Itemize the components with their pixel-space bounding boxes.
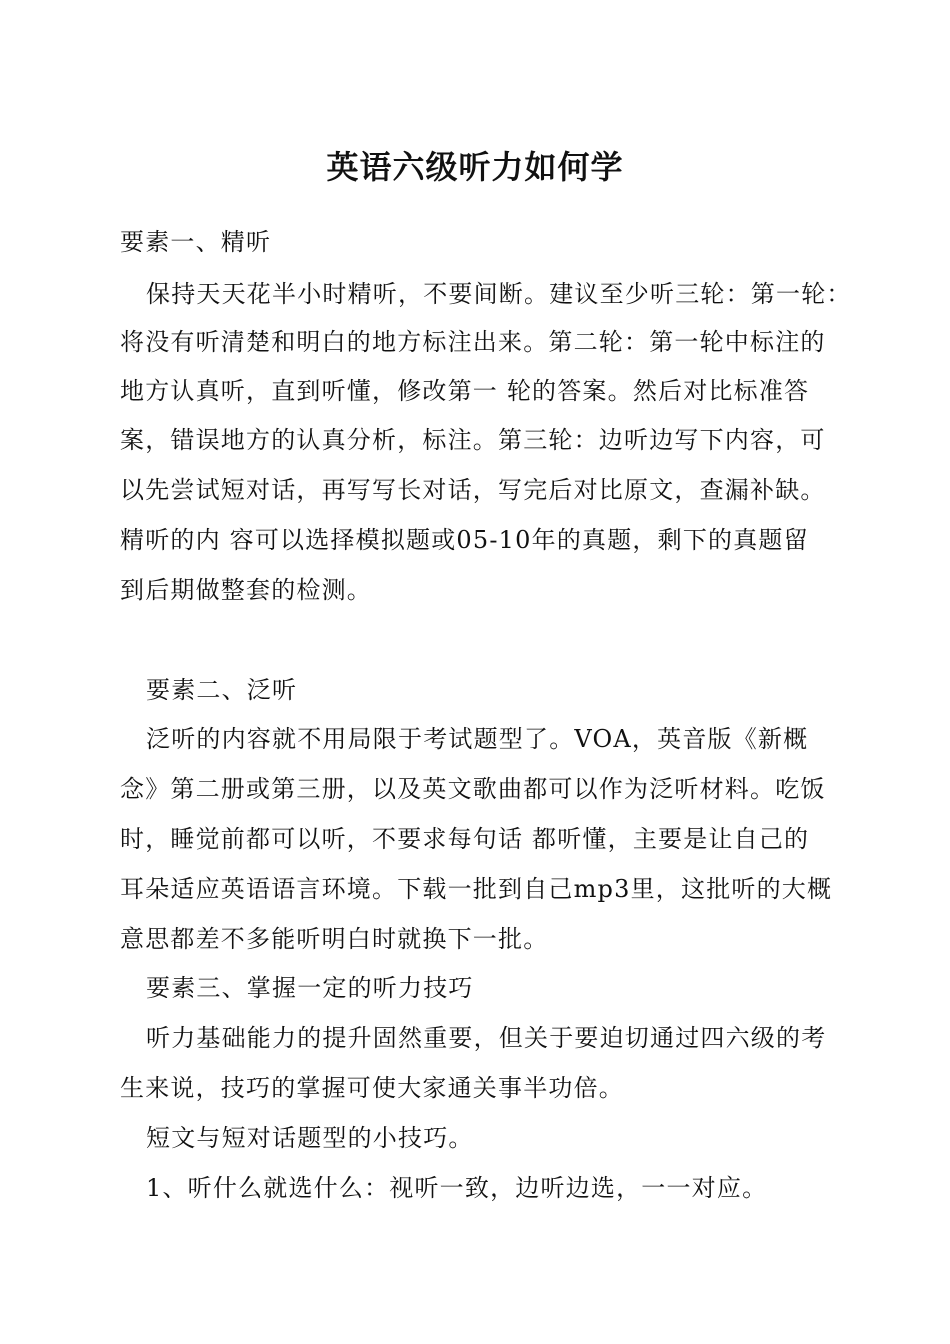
paragraph-line: 以先尝试短对话，再写写长对话，写完后对比原文，查漏补缺。 <box>120 476 826 504</box>
paragraph-line: 将没有听清楚和明白的地方标注出来。第二轮：第一轮中标注的 <box>120 328 826 356</box>
paragraph-line: 念》第二册或第三册，以及英文歌曲都可以作为泛听材料。吃饭 <box>120 775 826 803</box>
list-item: 1、听什么就选什么：视听一致，边听边选，一一对应。 <box>146 1174 768 1202</box>
paragraph-line: 短文与短对话题型的小技巧。 <box>146 1124 474 1152</box>
paragraph-line: 听力基础能力的提升固然重要，但关于要迫切通过四六级的考 <box>146 1024 827 1052</box>
paragraph-line: 到后期做整套的检测。 <box>120 576 372 604</box>
paragraph-line: 保持天天花半小时精听，不要间断。建议至少听三轮：第一轮： <box>146 280 852 308</box>
paragraph-line: 地方认真听，直到听懂，修改第一 轮的答案。然后对比标准答 <box>120 377 810 405</box>
paragraph-line: 案，错误地方的认真分析，标注。第三轮：边听边写下内容，可 <box>120 426 826 454</box>
paragraph-line: 生来说，技巧的掌握可使大家通关事半功倍。 <box>120 1074 624 1102</box>
paragraph-line: 耳朵适应英语语言环境。下载一批到自己mp3里，这批听的大概 <box>120 875 833 903</box>
paragraph-line: 精听的内 容可以选择模拟题或05-10年的真题，剩下的真题留 <box>120 526 809 554</box>
document-title: 英语六级听力如何学 <box>326 148 624 186</box>
section-heading-3: 要素三、掌握一定的听力技巧 <box>146 974 474 1002</box>
paragraph-line: 时，睡觉前都可以听，不要求每句话 都听懂，主要是让自己的 <box>120 825 810 853</box>
section-heading-1: 要素一、精听 <box>120 228 272 256</box>
paragraph-line: 意思都差不多能听明白时就换下一批。 <box>120 925 549 953</box>
section-heading-2: 要素二、泛听 <box>146 676 298 704</box>
paragraph-line: 泛听的内容就不用局限于考试题型了。VOA，英音版《新概 <box>146 725 809 753</box>
